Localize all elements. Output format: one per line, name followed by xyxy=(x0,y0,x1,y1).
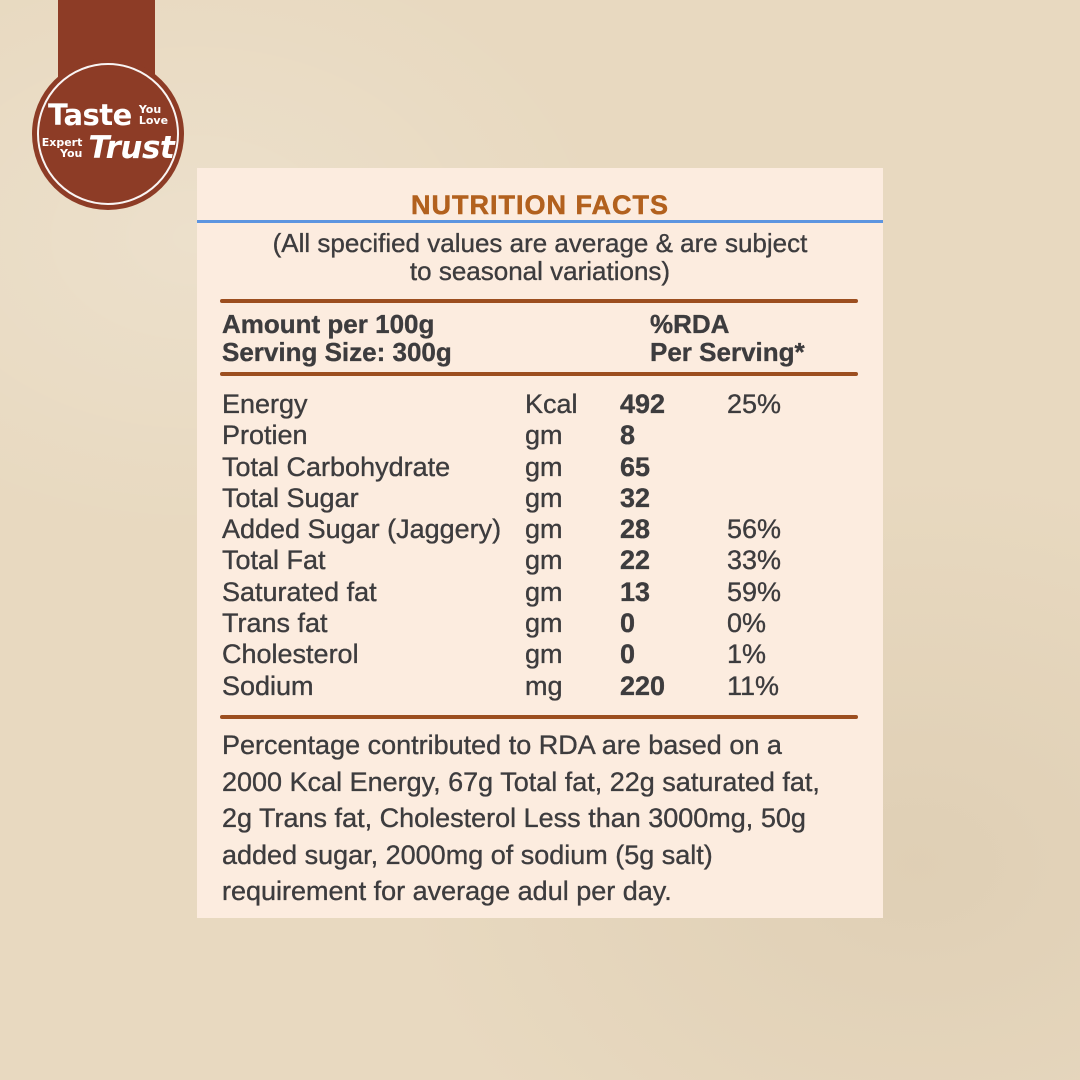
nutrient-rda: 56% xyxy=(727,514,782,545)
nutrient-value: 220 xyxy=(620,670,666,701)
nutrient-label: Protien xyxy=(222,420,308,451)
logo-word-you-2: You xyxy=(60,147,83,160)
nutrient-unit: gm xyxy=(525,514,563,545)
nutrient-value: 22 xyxy=(620,545,651,576)
nutrient-row xyxy=(197,608,883,639)
logo-word-expert: Expert xyxy=(41,135,83,149)
nutrient-value: 13 xyxy=(620,576,651,607)
nutrient-row xyxy=(197,420,883,451)
nutrition-facts-panel xyxy=(197,168,883,918)
nutrient-label: Total Fat xyxy=(222,545,326,576)
subtitle-line-1: (All specified values are average & are subject xyxy=(272,228,808,258)
table-header-row-2 xyxy=(197,337,883,367)
per-serving-label: Per Serving* xyxy=(650,337,805,367)
divider-rule-header xyxy=(220,372,858,376)
logo-stack-expert-you xyxy=(42,137,83,160)
nutrient-row xyxy=(197,514,883,545)
nutrient-row xyxy=(197,671,883,702)
nutrient-label: Saturated fat xyxy=(222,576,377,607)
nutrient-label: Sodium xyxy=(222,670,314,701)
nutrient-unit: mg xyxy=(525,670,563,701)
nutrient-value: 0 xyxy=(620,608,636,639)
nutrient-unit: Kcal xyxy=(525,389,578,419)
nutrient-label: Trans fat xyxy=(222,608,328,639)
nutrient-value: 492 xyxy=(620,389,666,419)
logo-line-2 xyxy=(32,130,184,166)
panel-subtitle xyxy=(197,229,883,285)
nutrient-rda: 25% xyxy=(727,389,782,419)
brand-logo-badge xyxy=(32,58,184,210)
logo-stack-you-love xyxy=(139,104,168,127)
rda-column-label: %RDA xyxy=(650,309,730,339)
nutrient-unit: gm xyxy=(525,576,563,607)
nutrient-row xyxy=(197,389,883,420)
nutrient-row xyxy=(197,483,883,514)
footnote-line-2: 2000 Kcal Energy, 67g Total fat, 22g saturated fat, xyxy=(222,766,820,797)
logo-word-love: Love xyxy=(138,114,169,127)
nutrient-rda: 33% xyxy=(727,545,782,576)
nutrient-row xyxy=(197,452,883,483)
subtitle-line-2: to seasonal variations) xyxy=(409,256,671,286)
nutrient-value: 0 xyxy=(620,639,636,670)
nutrient-table xyxy=(197,389,883,702)
nutrient-row xyxy=(197,639,883,670)
nutrient-rda: 1% xyxy=(727,639,767,670)
nutrient-unit: gm xyxy=(525,608,563,639)
nutrient-rda: 59% xyxy=(727,576,782,607)
serving-size-label: Serving Size: 300g xyxy=(222,337,452,367)
nutrient-label: Added Sugar (Jaggery) xyxy=(222,514,502,545)
nutrient-unit: gm xyxy=(525,451,563,482)
nutrient-row xyxy=(197,577,883,608)
logo-word-you: You xyxy=(138,102,162,116)
footnote-line-3: 2g Trans fat, Cholesterol Less than 3000mg, 50g xyxy=(222,803,806,833)
divider-rule-bottom xyxy=(220,715,858,719)
nutrient-rda: 0% xyxy=(727,608,767,639)
rda-footnote xyxy=(222,727,863,910)
nutrient-value: 32 xyxy=(620,482,651,513)
footnote-line-1: Percentage contributed to RDA are based on a xyxy=(222,730,782,760)
nutrient-label: Total Carbohydrate xyxy=(222,451,451,482)
nutrient-rda: 11% xyxy=(727,670,780,701)
logo-word-taste: Taste xyxy=(47,97,132,132)
nutrient-row xyxy=(197,545,883,576)
logo-word-trust: Trust xyxy=(88,129,175,166)
nutrient-value: 8 xyxy=(620,420,636,451)
amount-per-label: Amount per 100g xyxy=(222,309,435,339)
footnote-line-5: requirement for average adul per day. xyxy=(222,876,672,906)
nutrient-value: 28 xyxy=(620,514,651,545)
nutrient-unit: gm xyxy=(525,545,563,576)
nutrient-label: Energy xyxy=(222,389,308,419)
nutrient-unit: gm xyxy=(525,639,563,670)
title-divider-line xyxy=(197,220,883,223)
table-header-row-1 xyxy=(197,309,883,339)
nutrient-unit: gm xyxy=(525,482,563,513)
nutrient-value: 65 xyxy=(620,451,651,482)
panel-title: NUTRITION FACTS xyxy=(411,190,669,220)
footnote-line-4: added sugar, 2000mg of sodium (5g salt) xyxy=(222,839,713,870)
logo-line-1 xyxy=(32,98,184,132)
nutrient-label: Cholesterol xyxy=(222,639,359,670)
nutrient-unit: gm xyxy=(525,420,563,451)
nutrient-label: Total Sugar xyxy=(222,482,359,513)
divider-rule-top xyxy=(220,299,858,303)
